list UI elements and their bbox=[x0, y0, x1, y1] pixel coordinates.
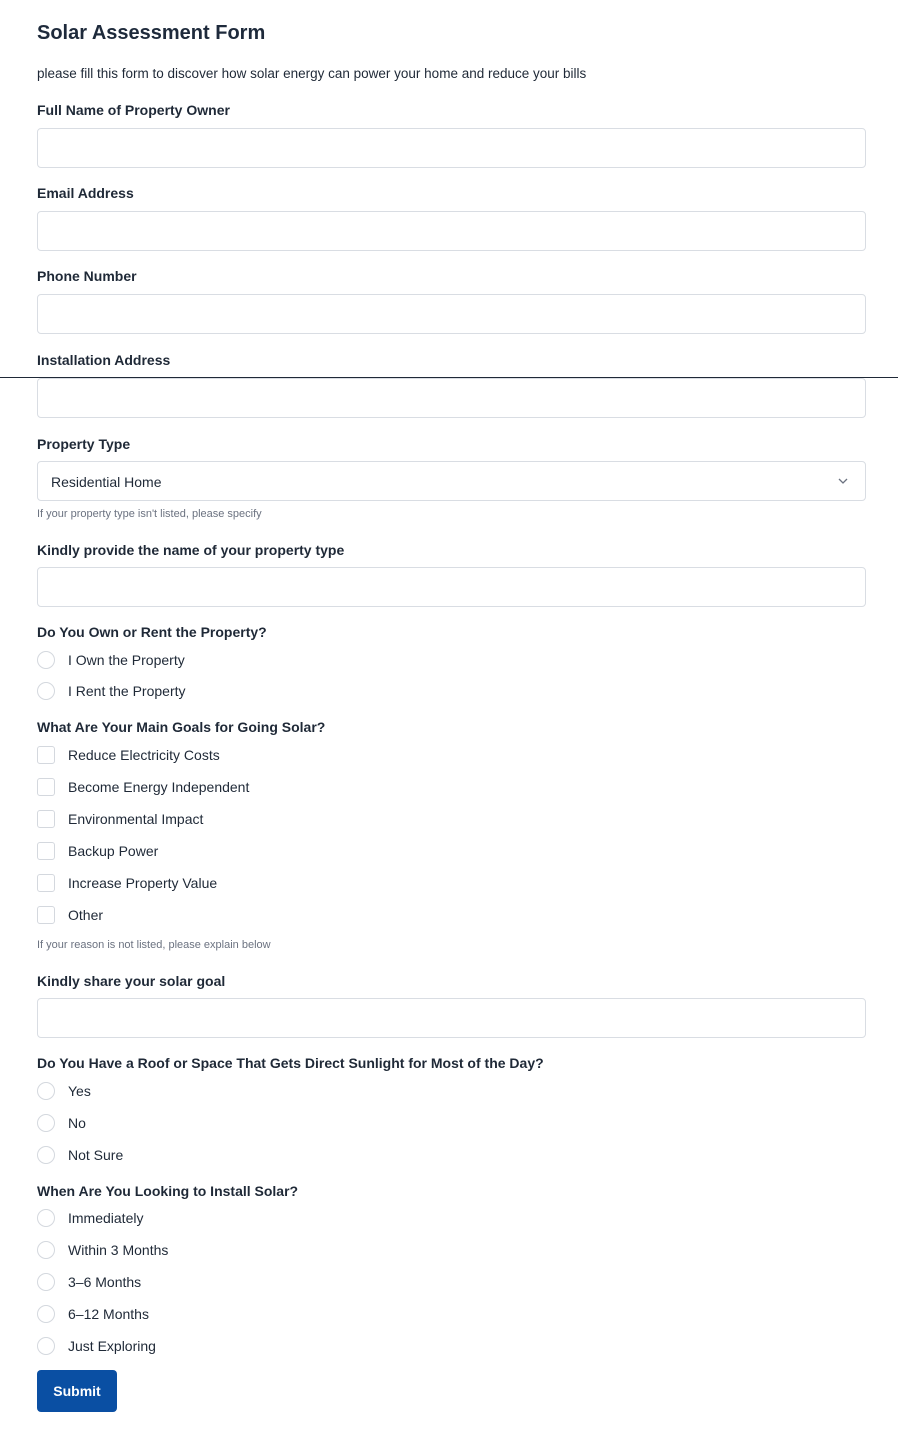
own-or-rent-label: Do You Own or Rent the Property? bbox=[37, 624, 267, 640]
checkbox-option-label: Backup Power bbox=[68, 843, 159, 859]
full-name-label: Full Name of Property Owner bbox=[37, 102, 230, 118]
checkbox[interactable] bbox=[37, 874, 55, 892]
form-description: please fill this form to discover how solar energy can power your home and reduce your bills bbox=[37, 66, 587, 81]
property-type-label: Property Type bbox=[37, 436, 131, 452]
checkbox-option-label: Become Energy Independent bbox=[68, 779, 250, 795]
radio-option-label: Immediately bbox=[68, 1210, 144, 1226]
radio-option-not-sure[interactable] bbox=[37, 1144, 123, 1166]
solar-goal-input[interactable] bbox=[37, 998, 866, 1038]
radio-option-label: Just Exploring bbox=[68, 1338, 156, 1354]
property-type-other-label: Kindly provide the name of your property type bbox=[37, 542, 345, 558]
goals-hint: If your reason is not listed, please explain below bbox=[37, 939, 271, 951]
radio-option-own[interactable] bbox=[37, 649, 185, 671]
radio-button[interactable] bbox=[37, 682, 55, 700]
checkbox-option-label: Reduce Electricity Costs bbox=[68, 747, 220, 763]
radio-option-label: Yes bbox=[68, 1083, 91, 1099]
email-input[interactable] bbox=[37, 211, 866, 251]
radio-button[interactable] bbox=[37, 1241, 55, 1259]
radio-option-label: I Rent the Property bbox=[68, 683, 186, 699]
property-type-hint: If your property type isn't listed, please specify bbox=[37, 508, 262, 520]
phone-label: Phone Number bbox=[37, 268, 137, 284]
address-input[interactable] bbox=[37, 378, 866, 418]
checkbox-option-environmental-impact[interactable] bbox=[37, 808, 203, 830]
radio-button[interactable] bbox=[37, 651, 55, 669]
property-type-selected-value: Residential Home bbox=[51, 474, 162, 490]
radio-option-rent[interactable] bbox=[37, 680, 186, 702]
goals-label: What Are Your Main Goals for Going Solar? bbox=[37, 719, 326, 735]
checkbox[interactable] bbox=[37, 906, 55, 924]
sunlight-label: Do You Have a Roof or Space That Gets Direct Sunlight for Most of the Day? bbox=[37, 1055, 544, 1071]
checkbox-option-energy-independent[interactable] bbox=[37, 776, 249, 798]
checkbox[interactable] bbox=[37, 778, 55, 796]
checkbox[interactable] bbox=[37, 746, 55, 764]
checkbox-option-reduce-costs[interactable] bbox=[37, 744, 220, 766]
radio-option-label: 6–12 Months bbox=[68, 1306, 149, 1322]
submit-button[interactable]: Submit bbox=[37, 1370, 117, 1412]
solar-goal-label: Kindly share your solar goal bbox=[37, 973, 226, 989]
checkbox-option-label: Other bbox=[68, 907, 104, 923]
radio-button[interactable] bbox=[37, 1273, 55, 1291]
phone-input[interactable] bbox=[37, 294, 866, 334]
property-type-other-input[interactable] bbox=[37, 567, 866, 607]
timeline-label: When Are You Looking to Install Solar? bbox=[37, 1183, 299, 1199]
checkbox-option-label: Increase Property Value bbox=[68, 875, 218, 891]
checkbox[interactable] bbox=[37, 842, 55, 860]
page-title: Solar Assessment Form bbox=[37, 22, 266, 44]
radio-option-label: I Own the Property bbox=[68, 652, 185, 668]
radio-option-label: 3–6 Months bbox=[68, 1274, 142, 1290]
chevron-down-icon bbox=[837, 475, 849, 487]
radio-option-label: Within 3 Months bbox=[68, 1242, 169, 1258]
radio-button[interactable] bbox=[37, 1146, 55, 1164]
checkbox-option-property-value[interactable] bbox=[37, 872, 217, 894]
checkbox[interactable] bbox=[37, 810, 55, 828]
property-type-select[interactable] bbox=[37, 461, 866, 501]
radio-button[interactable] bbox=[37, 1305, 55, 1323]
checkbox-option-other[interactable] bbox=[37, 904, 103, 926]
radio-option-no[interactable] bbox=[37, 1112, 86, 1134]
radio-button[interactable] bbox=[37, 1209, 55, 1227]
radio-option-6-12-months[interactable] bbox=[37, 1303, 149, 1325]
radio-option-immediately[interactable] bbox=[37, 1207, 143, 1229]
radio-option-3-6-months[interactable] bbox=[37, 1271, 141, 1293]
radio-button[interactable] bbox=[37, 1337, 55, 1355]
email-label: Email Address bbox=[37, 185, 134, 201]
radio-option-label: Not Sure bbox=[68, 1147, 124, 1163]
radio-button[interactable] bbox=[37, 1114, 55, 1132]
address-label: Installation Address bbox=[37, 352, 171, 368]
radio-button[interactable] bbox=[37, 1082, 55, 1100]
radio-option-just-exploring[interactable] bbox=[37, 1335, 156, 1357]
checkbox-option-backup-power[interactable] bbox=[37, 840, 158, 862]
radio-option-yes[interactable] bbox=[37, 1080, 91, 1102]
radio-option-within-3-months[interactable] bbox=[37, 1239, 168, 1261]
checkbox-option-label: Environmental Impact bbox=[68, 811, 204, 827]
radio-option-label: No bbox=[68, 1115, 86, 1131]
full-name-input[interactable] bbox=[37, 128, 866, 168]
